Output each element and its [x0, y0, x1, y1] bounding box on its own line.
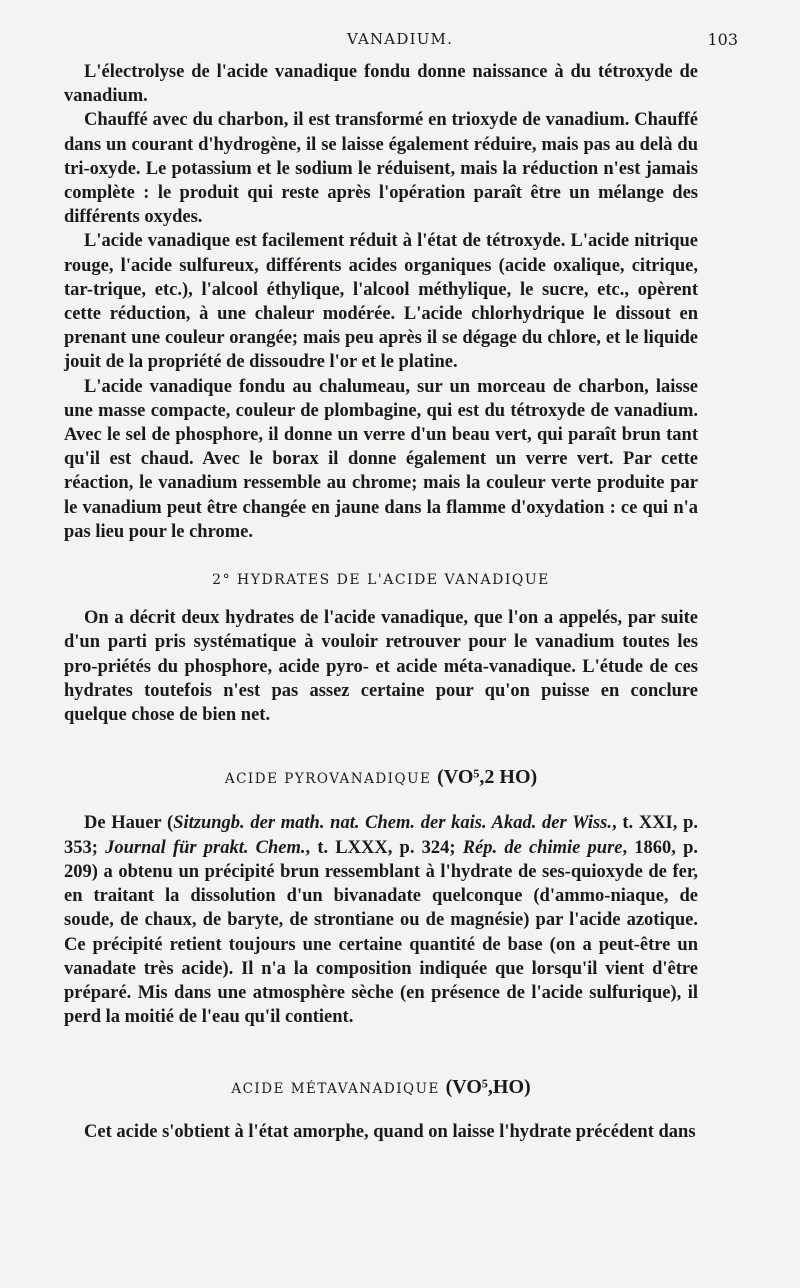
section-title-pyrovanadic-label: ACIDE PYROVANADIQUE [224, 771, 432, 788]
section-title-hydrates: 2° HYDRATES DE L'ACIDE VANADIQUE [212, 572, 550, 589]
pyro-intro: De Hauer ( [84, 813, 174, 834]
section-title-metavanadic [64, 1075, 698, 1101]
pyro-ref-rep-chimie: Rép. de chimie pure [462, 837, 623, 858]
paragraph-reduction-agents: L'acide vanadique est facilement réduit à l'état de tétroxyde. L'acide nitrique rouge, l'acide sulfureux, différents acides organiques (acide oxalique, citrique, tar-trique, etc.), l'alcool éthylique, l'alcool méthylique, le sucre, etc., opèrent cette réduction, à une chaleur modérée. L'acide chlorhydrique le dissout en prenant une couleur orangée; mais peu après il se dégage du chlore, et le liquide jouit de la propriété de dissoudre l'or et le platine. [64, 231, 698, 373]
pyro-mid2: , t. LXXX, p. 324; [305, 837, 463, 858]
paragraph-pyrovanadic [64, 811, 698, 1029]
paragraph-charcoal-reduction: Chauffé avec du charbon, il est transformé en trioxyde de vanadium. Chauffé dans un courant d'hydrogène, il se laisse également réduire, mais pas au delà du tri-oxyde. Le potassium et le sodium le réduisent, mais la réduction n'est jamais complète : le produit qui reste après l'opération paraît être un mélange des différents oxydes. [64, 110, 698, 228]
paragraph-blowpipe: L'acide vanadique fondu au chalumeau, sur un morceau de charbon, laisse une masse compacte, couleur de plombagine, qui est du tétroxyde de vanadium. Avec le sel de phosphore, il donne un verre d'un beau vert, qui paraît brun tant qu'il est chaud. Avec le borax il donne également un verre vert. Par cette réaction, le vanadium ressemble au chrome; mais la couleur verte produite par le vanadium peut être changée en jaune dans la flamme d'oxydation : ce qui n'a pas lieu pour le chrome. [64, 376, 698, 542]
body-text [64, 60, 698, 1144]
page-header [62, 30, 738, 54]
metavanadic-formula: (VO⁵,HO) [445, 1076, 531, 1099]
paragraph-metavanadic: Cet acide s'obtient à l'état amorphe, quand on laisse l'hydrate précédent dans [84, 1121, 696, 1142]
pyro-ref-sitzungb: Sitzungb. der math. nat. Chem. der kais. Akad. der Wiss. [173, 813, 612, 834]
pyrovanadic-formula: (VO⁵,2 HO) [437, 766, 538, 789]
page-number: 103 [707, 30, 738, 49]
paragraph-hydrates: On a décrit deux hydrates de l'acide vanadique, que l'on a appelés, par suite d'un parti pris systématique à vouloir retrouver pour le vanadium toutes les pro-priétés du phosphore, acide pyro- et acide méta-vanadique. L'étude de ces hydrates toutefois n'est pas assez certaine pour qu'on puisse en conclure quelque chose de bien net. [64, 608, 698, 726]
section-title-metavanadic-label: ACIDE MÉTAVANADIQUE [231, 1081, 440, 1098]
running-title: VANADIUM. [346, 30, 454, 48]
pyro-rest: , 1860, p. 209) a obtenu un précipité brun ressemblant à l'hydrate de ses-quioxyde de fer, en traitant la dissolution d'un bivanadate quelconque (d'ammo-niaque, de soude, de chaux, de baryte, de strontiane ou de magnésie) par l'acide azotique. Ce précipité retient toujours une certaine quantité de base (on a peut-être un vanadate très acide). Il n'a la composition indiquée que lorsqu'il vient d'être préparé. Mis dans une atmosphère sèche (en présence de l'acide sulfurique), il perd la moitié de l'eau qu'il contient. [64, 837, 699, 1028]
section-title-pyrovanadic [64, 765, 698, 791]
paragraph-electrolysis: L'électrolyse de l'acide vanadique fondu donne naissance à du tétroxyde de vanadium. [64, 62, 698, 107]
pyro-mid1: , t. XXI, p. 353; [64, 813, 699, 858]
pyro-ref-journal: Journal für prakt. Chem. [105, 837, 306, 858]
